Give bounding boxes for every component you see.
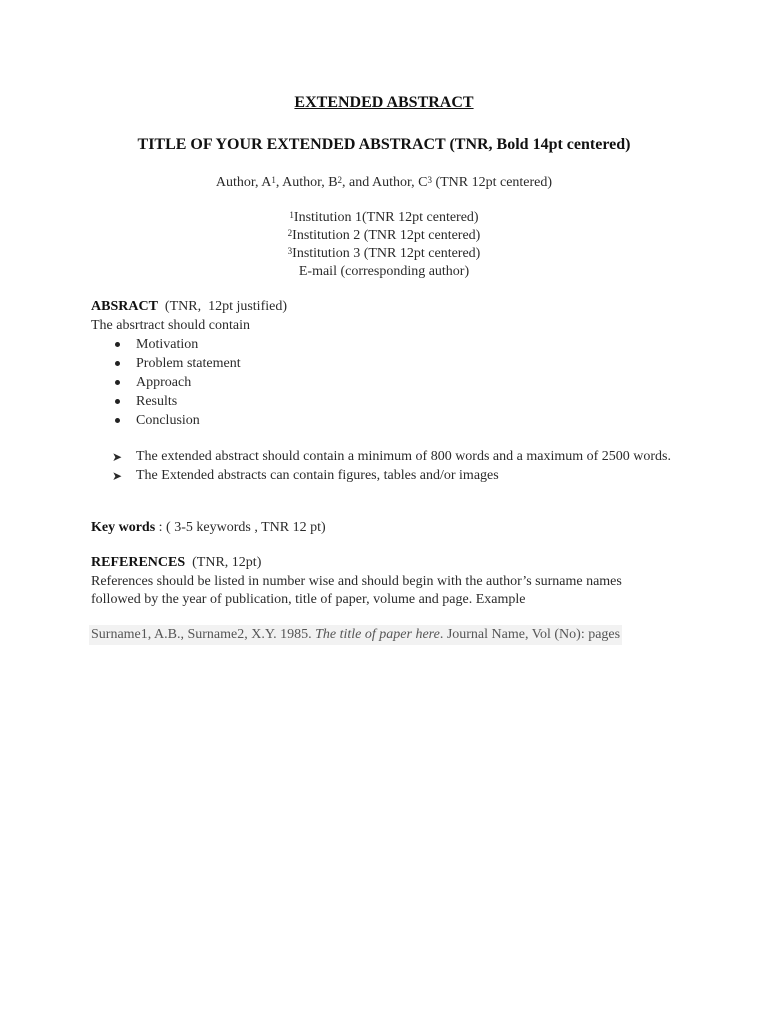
author-a: Author, A bbox=[215, 175, 272, 190]
keywords-text: : ( 3-5 keywords , TNR 12 pt) bbox=[155, 520, 326, 535]
bullet-icon bbox=[115, 418, 120, 423]
author-a-sup: 1 bbox=[271, 175, 276, 185]
list-item-text: Problem statement bbox=[136, 356, 241, 371]
note-item bbox=[91, 448, 671, 467]
abstract-title: TITLE OF YOUR EXTENDED ABSTRACT (TNR, Bold 14pt centered) bbox=[137, 136, 631, 153]
abstract-notes bbox=[91, 448, 671, 485]
author-line bbox=[0, 174, 768, 192]
reference-title: The title of paper here bbox=[315, 627, 440, 642]
references-heading-line bbox=[91, 554, 671, 573]
note-text: The extended abstract should contain a minimum of 800 words and a maximum of 2500 words. bbox=[136, 449, 672, 464]
keywords-label: Key words bbox=[91, 520, 156, 535]
references-body: References should be listed in number wise and should begin with the author’s surname names followed by the year of publication, title of paper, volume and page. Example bbox=[91, 573, 622, 607]
author-c-sup: 3 bbox=[427, 175, 432, 185]
institution-3 bbox=[0, 245, 768, 263]
list-item bbox=[91, 373, 671, 392]
list-item bbox=[91, 392, 671, 411]
references-label: REFERENCES bbox=[91, 555, 186, 570]
list-item bbox=[91, 411, 671, 430]
list-item-text: Results bbox=[136, 394, 178, 409]
institution-2 bbox=[0, 227, 768, 245]
arrow-bullet-icon: ➤ bbox=[112, 450, 123, 464]
bullet-icon bbox=[115, 380, 120, 385]
list-item-text: Approach bbox=[136, 375, 192, 390]
reference-example bbox=[91, 625, 671, 645]
author-b-sup: 2 bbox=[337, 175, 343, 185]
keywords-line bbox=[91, 519, 671, 538]
reference-authors: Surname1, A.B., Surname2, X.Y. 1985. bbox=[91, 627, 316, 642]
institution-2-sup: 2 bbox=[287, 228, 293, 238]
institution-3-text: Institution 3 (TNR 12pt centered) bbox=[292, 246, 481, 261]
arrow-bullet-icon: ➤ bbox=[112, 468, 123, 483]
references-section bbox=[91, 554, 671, 610]
references-note: (TNR, 12pt) bbox=[185, 555, 262, 570]
abstract-intro: The absrtract should contain bbox=[91, 317, 251, 333]
list-item bbox=[91, 335, 671, 354]
abstract-label: ABSRACT bbox=[91, 299, 158, 314]
author-b: , Author, B bbox=[275, 175, 338, 190]
bullet-icon bbox=[115, 361, 120, 366]
institution-2-text: Institution 2 (TNR 12pt centered) bbox=[292, 228, 481, 243]
document-heading: EXTENDED ABSTRACT bbox=[294, 94, 474, 111]
list-item-text: Motivation bbox=[136, 337, 199, 352]
note-text: The Extended abstracts can contain figures, tables and/or images bbox=[136, 467, 499, 483]
reference-journal: . Journal Name, Vol (No): pages bbox=[439, 627, 621, 642]
bullet-icon bbox=[115, 399, 120, 404]
list-item-text: Conclusion bbox=[136, 413, 200, 428]
abstract-note: (TNR, 12pt justified) bbox=[157, 299, 288, 314]
institution-1-sup: 1 bbox=[289, 210, 294, 220]
email-line: E-mail (corresponding author) bbox=[298, 264, 470, 279]
abstract-bullet-list bbox=[91, 335, 671, 430]
note-item bbox=[91, 467, 671, 486]
institution-1-text: Institution 1(TNR 12pt centered) bbox=[293, 210, 479, 225]
institution-1 bbox=[0, 209, 768, 227]
abstract-section bbox=[91, 298, 671, 430]
bullet-icon bbox=[115, 342, 120, 347]
abstract-heading-line bbox=[91, 298, 671, 317]
author-note: (TNR 12pt centered) bbox=[431, 175, 553, 190]
author-c: , and Author, C bbox=[342, 175, 428, 190]
reference-example-text bbox=[89, 625, 622, 645]
list-item bbox=[91, 354, 671, 373]
institution-3-sup: 3 bbox=[287, 246, 293, 256]
